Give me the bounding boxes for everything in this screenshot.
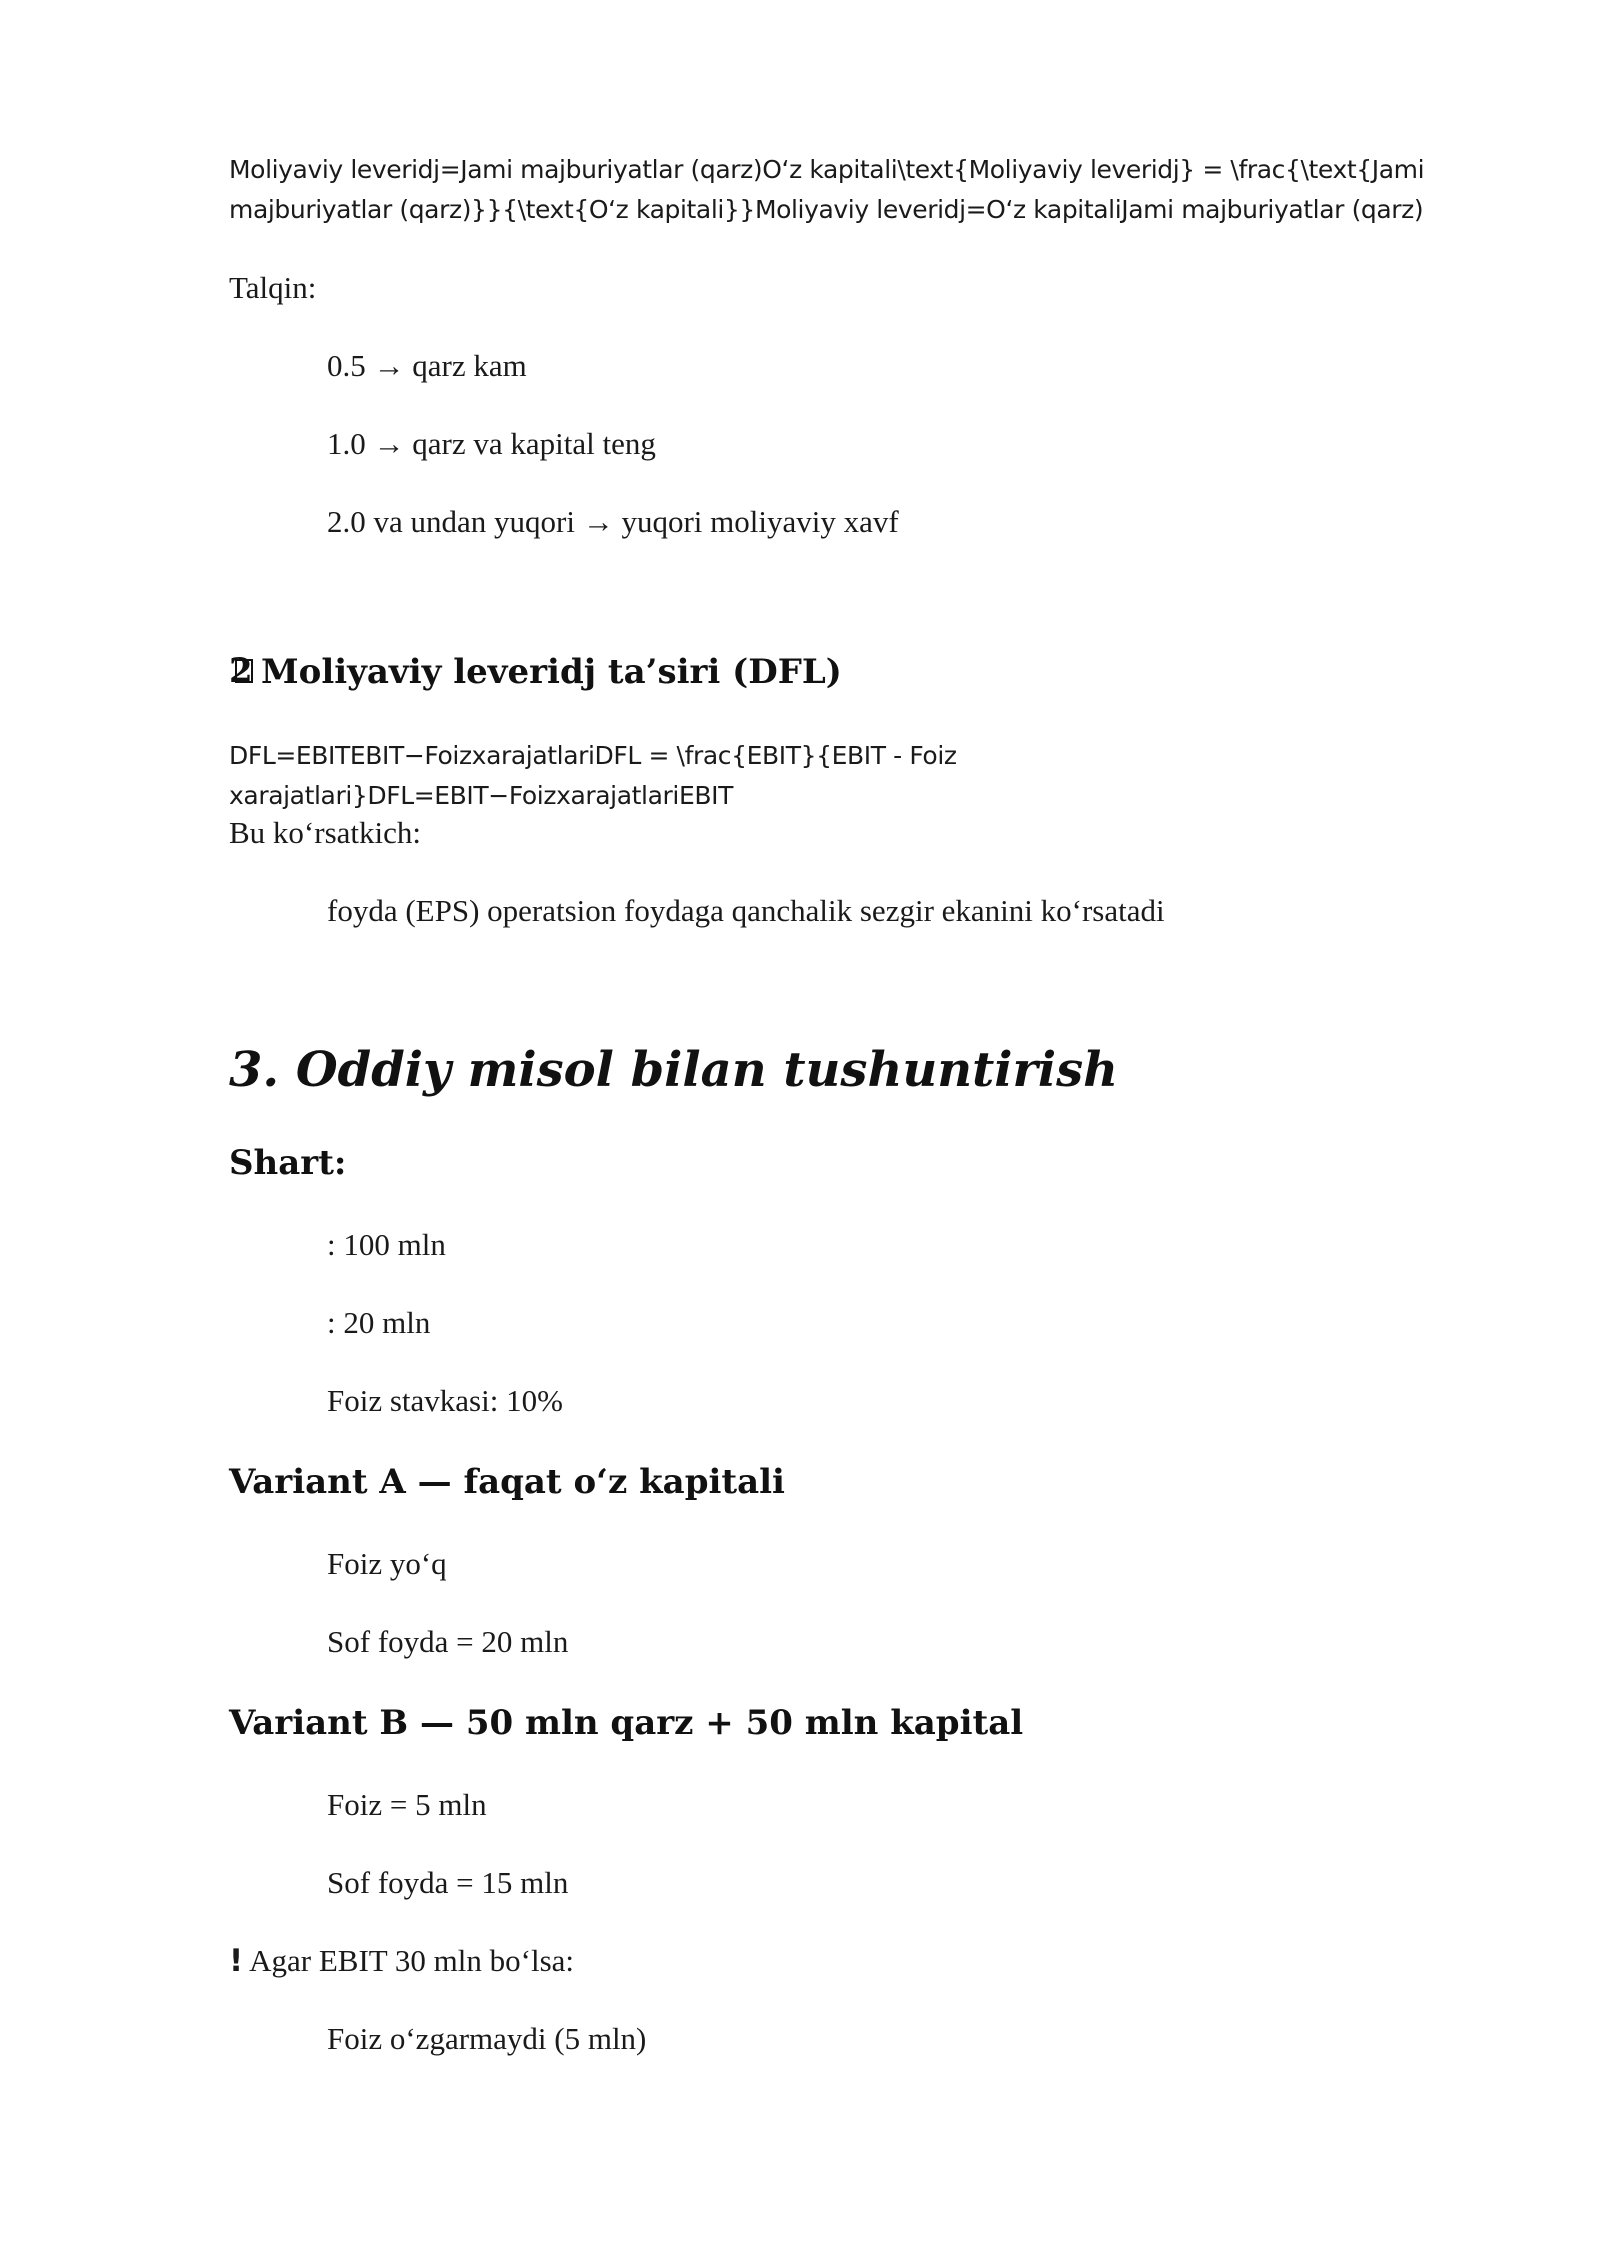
note-text: Agar EBIT 30 mln bo‘lsa: [249,1943,575,1978]
interpretation-item: 2.0 va undan yuqori → yuqori moliyaviy xavf [327,504,899,539]
dfl-heading [229,650,842,694]
section-number-icon [229,651,259,691]
indicator-item: foyda (EPS) operatsion foydaga qanchalik sezgir ekanini ko‘rsatadi [327,893,1165,928]
interpretation-item: 0.5 → qarz kam [327,348,527,383]
note [229,1941,574,1981]
variant-a-item: Sof foyda = 20 mln [327,1624,569,1659]
variant-a-item: Foiz yo‘q [327,1546,447,1581]
condition-item: : 20 mln [327,1305,431,1340]
dfl-formula: DFL=EBITEBIT−FoizxarajatlariDFL = \frac{EBIT}{EBIT - Foiz xarajatlari}DFL=EBIT−FoizxarajatlariEBIT [229,741,957,810]
variant-b-item: Sof foyda = 15 mln [327,1865,569,1900]
variant-a-title: Variant A — faqat o‘z kapitali [229,1462,785,1502]
indicator-label: Bu ko‘rsatkich: [229,815,421,850]
dfl-title: Moliyaviy leveridj ta’siri (DFL) [261,652,842,692]
section-number: 2 [229,651,253,691]
example-title: 3. Oddiy misol bilan tushuntirish [229,1042,1118,1098]
note-item: Foiz o‘zgarmaydi (5 mln) [327,2021,647,2056]
condition-title: Shart: [229,1143,347,1183]
exclamation-icon: ! [229,1943,244,1979]
variant-b-item: Foiz = 5 mln [327,1787,487,1822]
interpretation-item: 1.0 → qarz va kapital teng [327,426,656,461]
interpretation-label: Talqin: [229,270,317,305]
variant-b-title: Variant B — 50 mln qarz + 50 mln kapital [229,1703,1024,1743]
condition-item: Foiz stavkasi: 10% [327,1383,563,1418]
leverage-formula: Moliyaviy leveridj=Jami majburiyatlar (qarz)O‘z kapitali\text{Moliyaviy leveridj} = \frac{\text{Jami majburiyatlar (qarz)}}{\text{O‘z kapitali}}Moliyaviy leveridj=O‘z kapitaliJami majburiyatlar (qarz) [229,155,1425,224]
condition-item: : 100 mln [327,1227,446,1262]
